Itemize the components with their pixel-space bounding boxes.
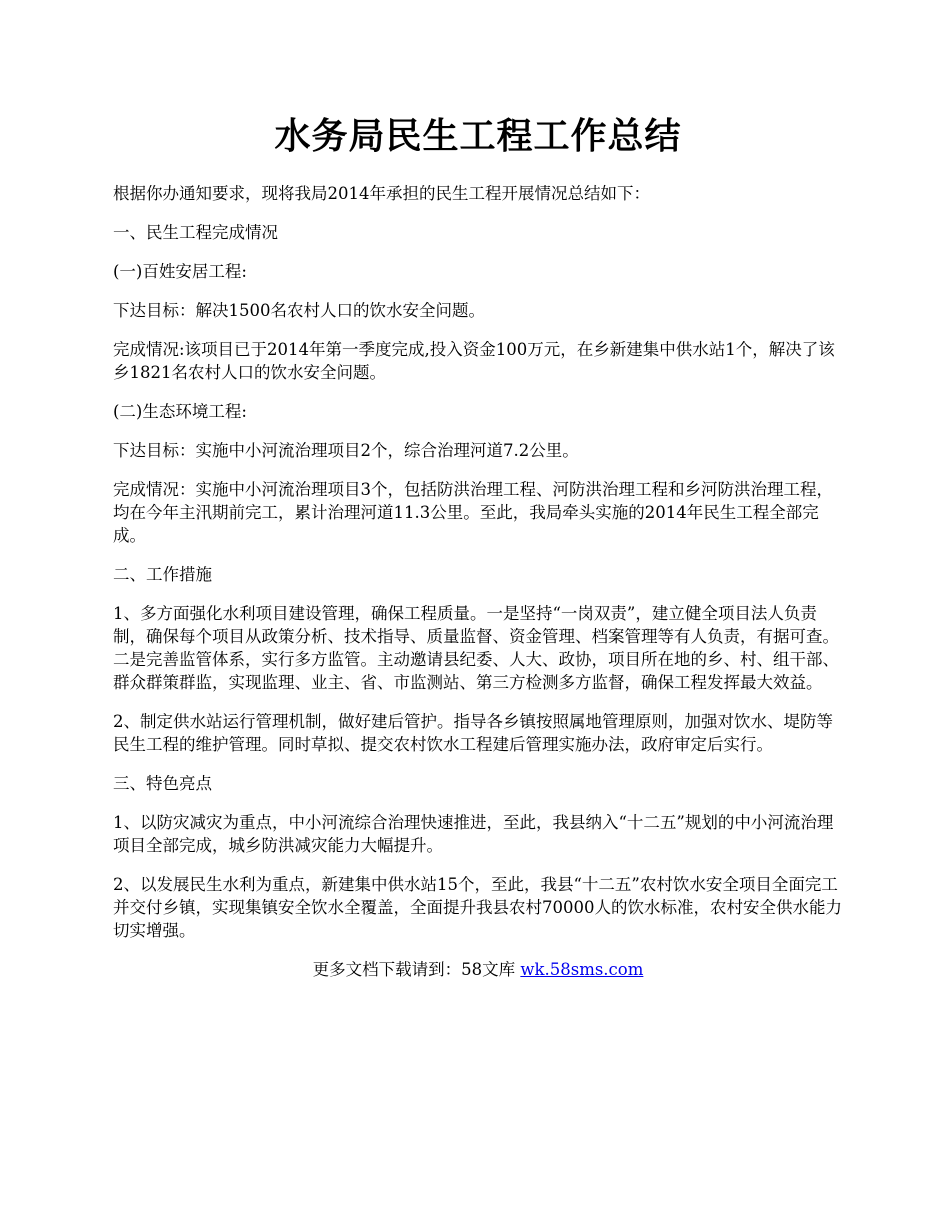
download-footer bbox=[113, 958, 843, 981]
highlights-paragraph-2: 2、以发展民生水利为重点，新建集中供水站15个，至此，我县“十二五”农村饮水安全项目全面完工并交付乡镇，实现集镇安全饮水全覆盖，全面提升我县农村70000人的饮水标准，农村安全供水能力切实增强。 bbox=[113, 875, 842, 940]
subsection-heading-housing: (一)百姓安居工程: bbox=[113, 262, 247, 281]
measures-paragraph-1: 1、多方面强化水利项目建设管理，确保工程质量。一是坚持“一岗双责”，建立健全项目法人负责制，确保每个项目从政策分析、技术指导、质量监督、资金管理、档案管理等有人负责，有据可查。二是完善监管体系，实行多方监管。主动邀请县纪委、人大、政协，项目所在地的乡、村、组干部、群众群策群监，实现监理、业主、省、市监测站、第三方检测多方监督，确保工程发挥最大效益。 bbox=[113, 604, 839, 692]
document-title: 水务局民生工程工作总结 bbox=[274, 115, 682, 157]
highlights-paragraph-1: 1、以防灾减灾为重点，中小河流综合治理快速推进，至此，我县纳入“十二五”规划的中小河流治理项目全部完成，城乡防洪减灾能力大幅提升。 bbox=[113, 813, 834, 855]
section-heading-measures: 二、工作措施 bbox=[113, 565, 212, 584]
footer-download-link[interactable]: wk.58sms.com bbox=[520, 960, 644, 979]
section-heading-completion: 一、民生工程完成情况 bbox=[113, 223, 278, 242]
housing-completion-paragraph: 完成情况:该项目已于2014年第一季度完成,投入资金100万元，在乡新建集中供水站1个，解决了该乡1821名农村人口的饮水安全问题。 bbox=[113, 340, 835, 382]
section-heading-highlights: 三、特色亮点 bbox=[113, 774, 212, 793]
ecology-completion-paragraph: 完成情况：实施中小河流治理项目3个，包括防洪治理工程、河防洪治理工程和乡河防洪治理工程，均在今年主汛期前完工，累计治理河道11.3公里。至此，我局牵头实施的2014年民生工程全部完成。 bbox=[113, 480, 833, 545]
intro-paragraph: 根据你办通知要求，现将我局2014年承担的民生工程开展情况总结如下： bbox=[113, 184, 650, 203]
measures-paragraph-2: 2、制定供水站运行管理机制，做好建后管护。指导各乡镇按照属地管理原则，加强对饮水、堤防等民生工程的维护管理。同时草拟、提交农村饮水工程建后管理实施办法，政府审定后实行。 bbox=[113, 712, 833, 754]
footer-prefix-text: 更多文档下载请到：58文库 bbox=[312, 960, 521, 979]
subsection-heading-ecology: (二)生态环境工程: bbox=[113, 402, 247, 421]
housing-target-paragraph: 下达目标：解决1500名农村人口的饮水安全问题。 bbox=[113, 301, 485, 320]
document-page bbox=[113, 108, 843, 981]
ecology-target-paragraph: 下达目标：实施中小河流治理项目2个，综合治理河道7.2公里。 bbox=[113, 441, 579, 460]
